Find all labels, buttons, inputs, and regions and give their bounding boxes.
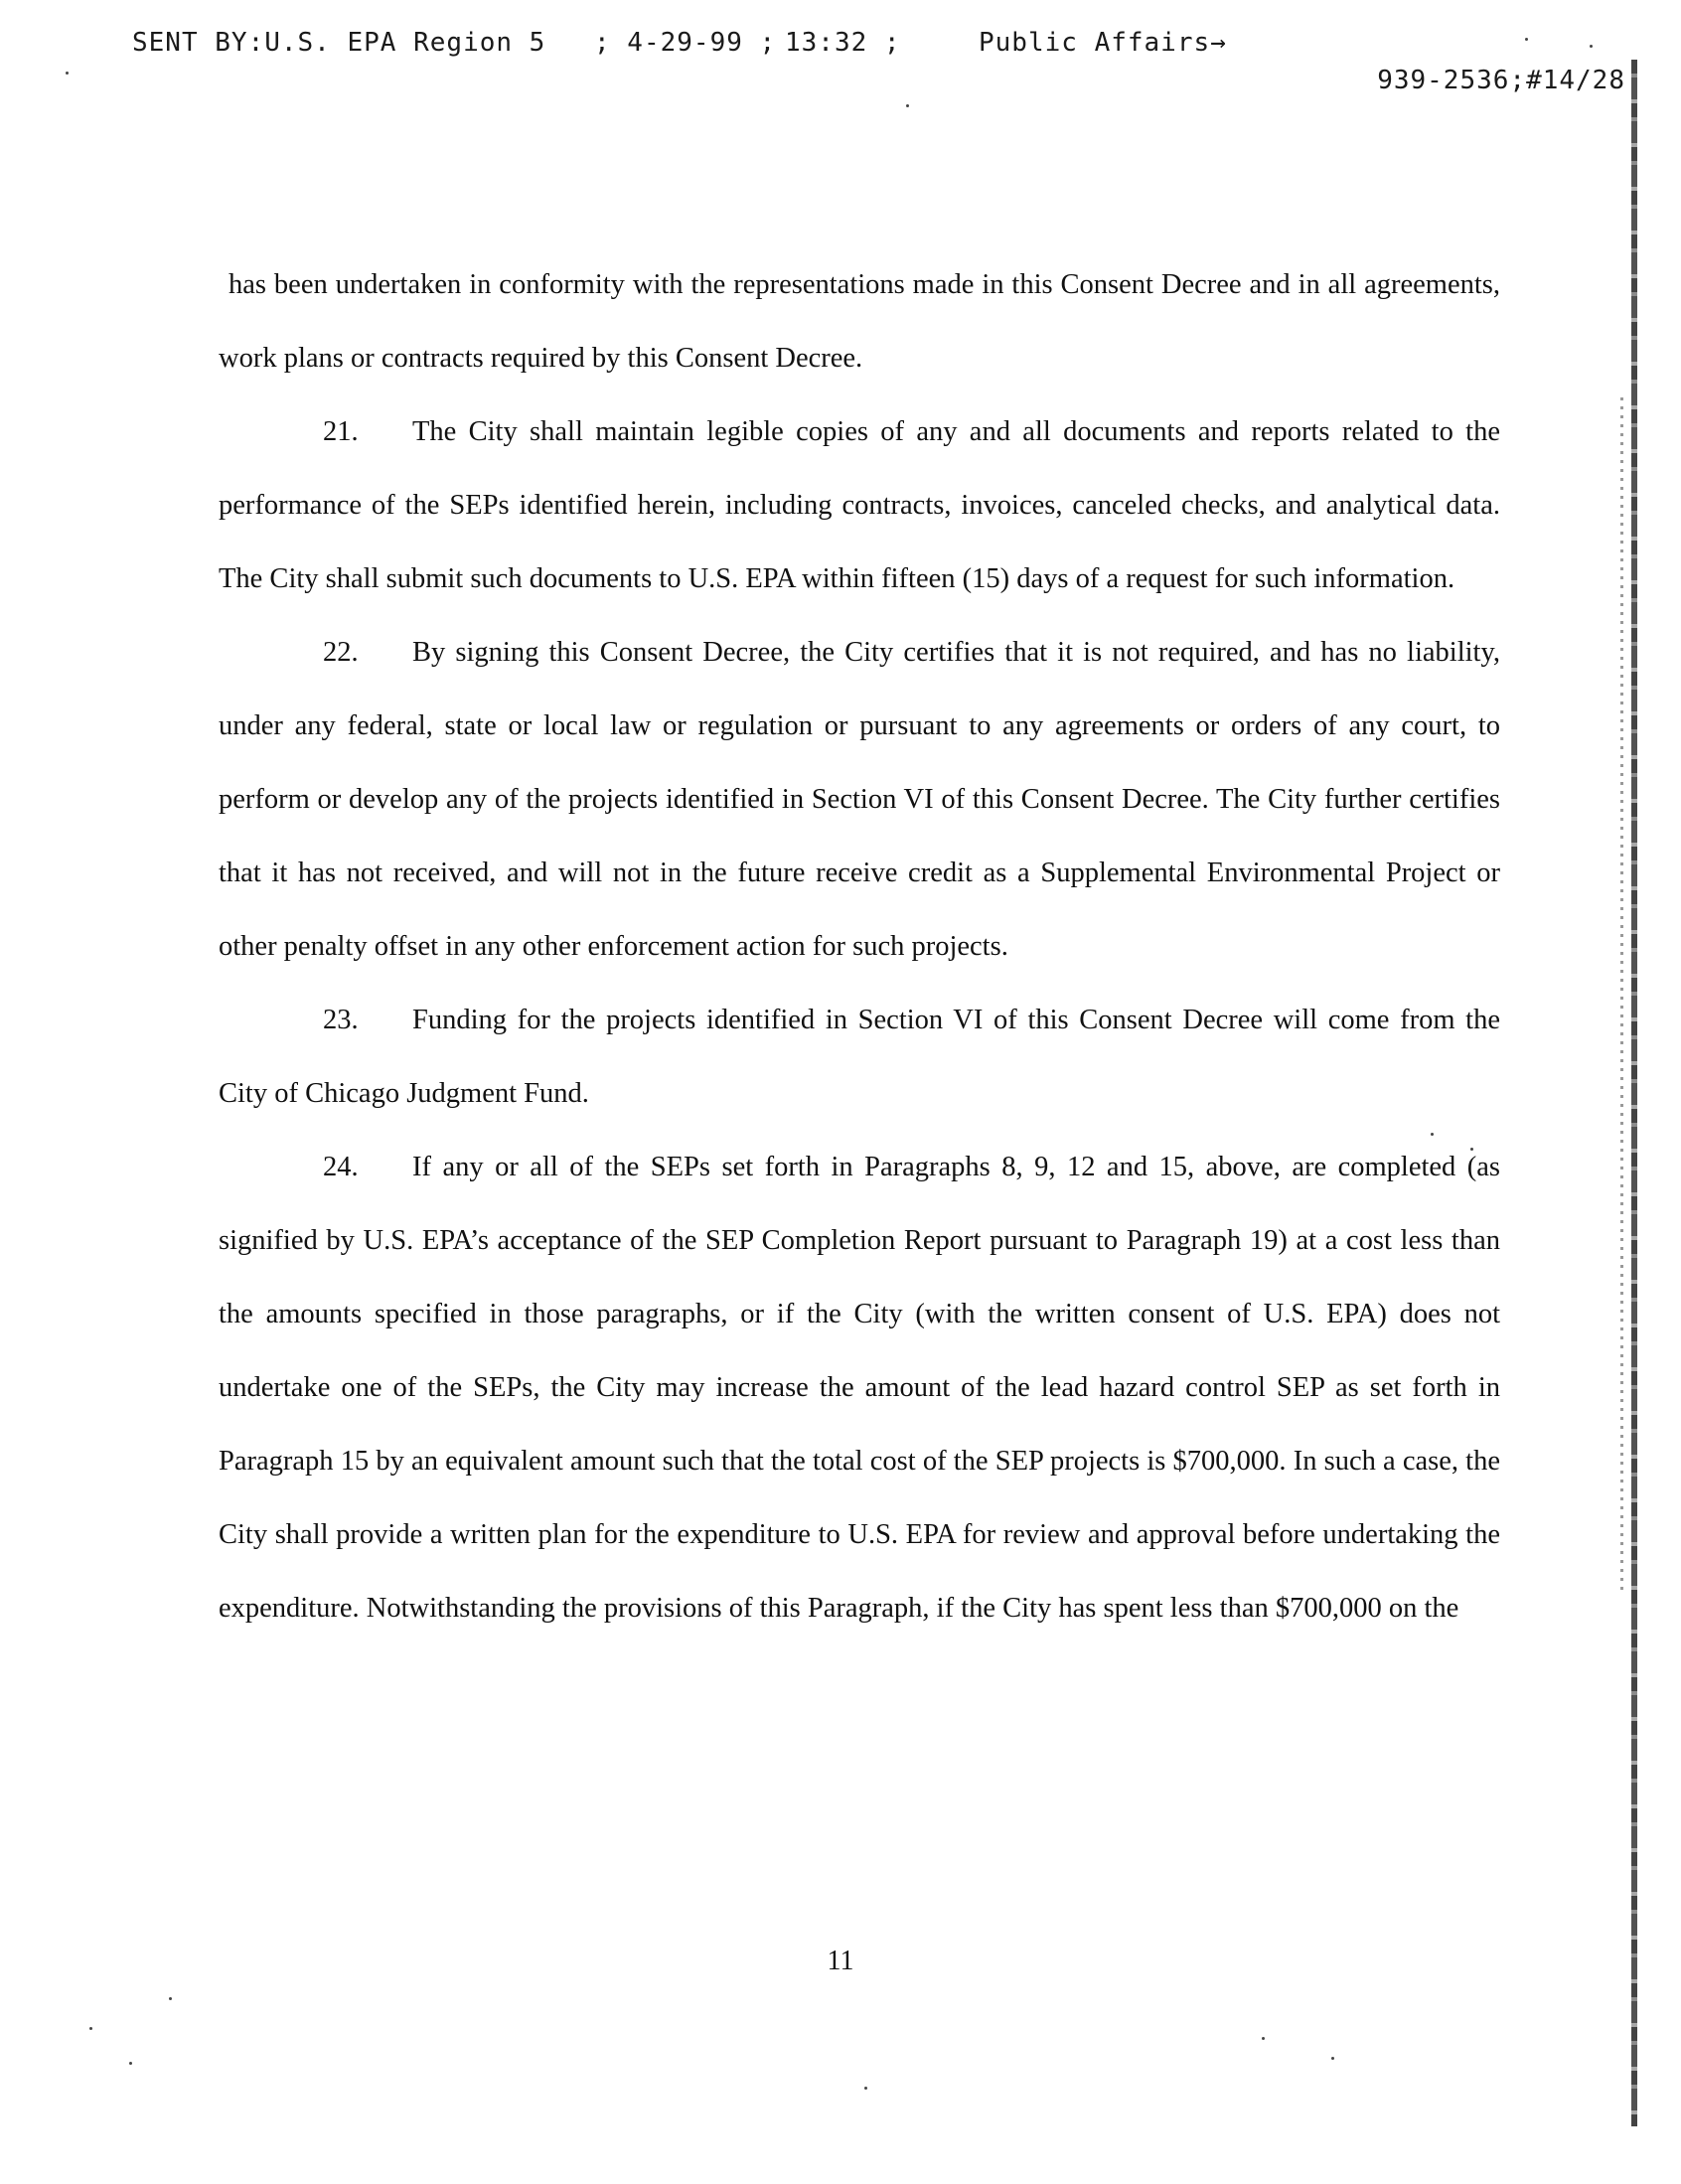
scan-speck xyxy=(89,2027,92,2030)
scan-speck xyxy=(66,72,69,75)
scan-speck xyxy=(1331,2057,1334,2060)
fax-sender: SENT BY:U.S. EPA Region 5 xyxy=(132,28,546,58)
scan-speck xyxy=(1431,1133,1434,1136)
paragraph-number: 22. xyxy=(323,637,359,668)
document-body xyxy=(219,248,1500,1645)
scan-speck xyxy=(129,2062,132,2065)
paragraph-text: Funding for the projects identified in Section VI of this Consent Decree will come from the City of Chicago Judgment Fund. xyxy=(219,1005,1500,1109)
page-number: 11 xyxy=(827,1946,854,1976)
fax-department: Public Affairs→ xyxy=(979,28,1227,58)
scan-speck xyxy=(1470,1148,1473,1151)
paragraph-text: The City shall maintain legible copies of any and all documents and reports related to the performance of the SEPs identified herein, including contracts, invoices, canceled checks, and analytical data. The City shall submit such documents to U.S. EPA within fifteen (15) days of a request for such information. xyxy=(219,416,1500,594)
fax-date: ; 4-29-99 ; xyxy=(594,28,777,58)
paragraph-number: 23. xyxy=(323,1005,359,1035)
scan-speck xyxy=(864,2087,867,2090)
paragraph-number: 24. xyxy=(323,1152,359,1182)
scan-speck xyxy=(1590,45,1593,48)
scan-speck xyxy=(1262,2037,1265,2040)
scan-speck xyxy=(906,104,909,107)
paragraph-number: 21. xyxy=(323,416,359,447)
scan-edge-streak xyxy=(1631,60,1637,2126)
paragraph-text: By signing this Consent Decree, the City certifies that it is not required, and has no liability, under any federal, state or local law or regulation or pursuant to any agreements or orders of any court, to perform or develop any of the projects identified in Section VI of this Consent Decree. The City further certifies that it has not received, and will not in the future receive credit as a Supplemental Environmental Project or other penalty offset in any other enforcement action for such projects. xyxy=(219,637,1500,962)
fax-time: 13:32 ; xyxy=(785,28,901,58)
continuation-paragraph: has been undertaken in conformity with the representations made in this Consent Decree and in all agreements, work plans or contracts required by this Consent Decree. xyxy=(219,269,1500,374)
scan-speck xyxy=(1525,38,1528,41)
fax-page-counter: 939-2536;#14/28 xyxy=(1377,66,1625,95)
scan-edge-dots xyxy=(1620,397,1623,1590)
paragraph-24 xyxy=(219,1131,1500,1645)
paragraph-23 xyxy=(219,984,1500,1131)
paragraph-21 xyxy=(219,395,1500,616)
scan-speck xyxy=(169,1997,172,2000)
paragraph-22 xyxy=(219,616,1500,984)
paragraph-text: If any or all of the SEPs set forth in Paragraphs 8, 9, 12 and 15, above, are completed (as signified by U.S. EPA’s acceptance of the SEP Completion Report pursuant to Paragraph 19) at a cost less than the amounts specified in those paragraphs, or if the City (with the written consent of U.S. EPA) does not undertake one of the SEPs, the City may increase the amount of the lead hazard control SEP as set forth in Paragraph 15 by an equivalent amount such that the total cost of the SEP projects is $700,000. In such a case, the City shall provide a written plan for the expenditure to U.S. EPA for review and approval before undertaking the expenditure. Notwithstanding the provisions of this Paragraph, if the City has spent less than $700,000 on the xyxy=(219,1152,1500,1624)
